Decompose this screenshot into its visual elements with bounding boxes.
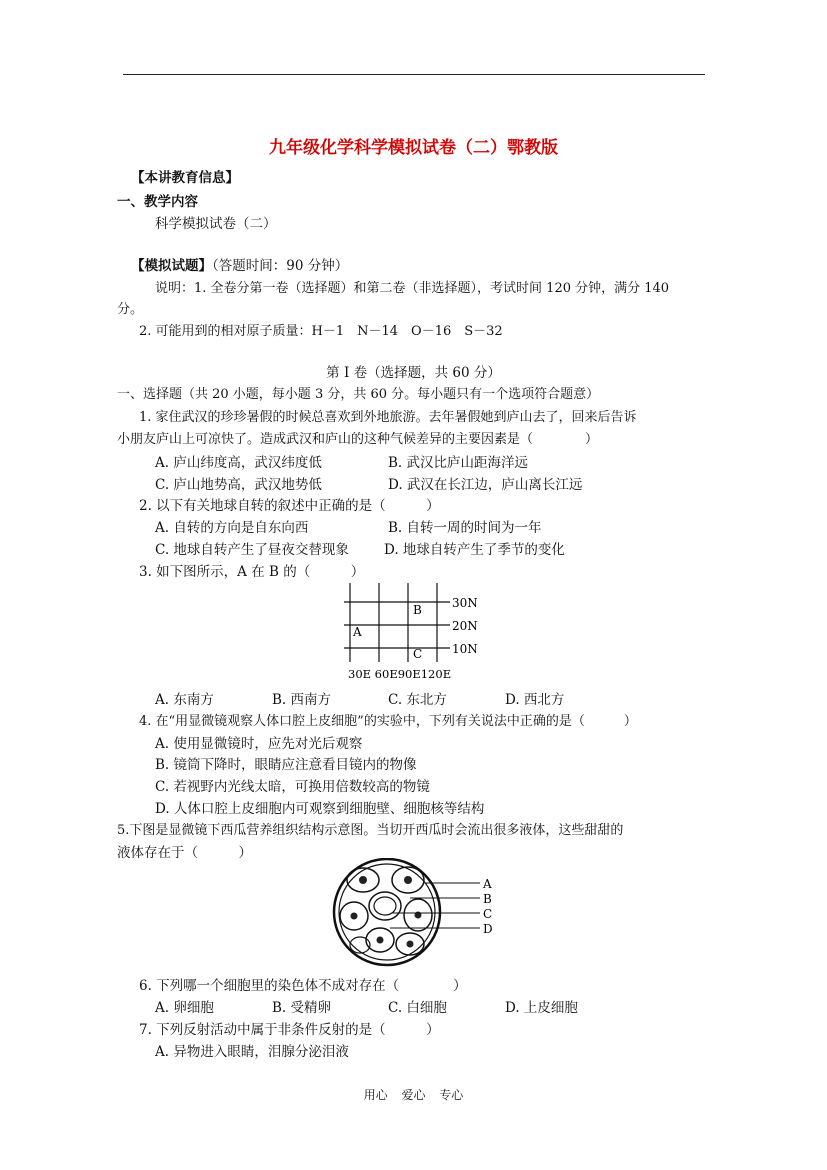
q4-option-c: C. 若视野内光线太暗，可换用倍数较高的物镜 <box>155 779 430 795</box>
q5-line2: 液体存在于（ ） <box>117 845 252 861</box>
lon-labels: 30E 60E90E120E <box>348 667 452 681</box>
mc-heading: 一、选择题（共 20 小题，每小题 3 分，共 60 分。每小题只有一个选项符合题意） <box>117 387 600 402</box>
lat-label-20n: 20N <box>452 619 478 633</box>
q1-option-d: D. 武汉在长江边，庐山离长江远 <box>388 477 583 493</box>
q4-option-b: B. 镜筒下降时，眼睛应注意看目镜内的物像 <box>155 757 417 773</box>
q3-option-c: C. 东北方 <box>388 692 447 708</box>
q2-option-a: A. 自转的方向是自东向西 <box>155 520 309 536</box>
q1-option-c: C. 庐山地势高，武汉地势低 <box>155 477 322 493</box>
q1-line2: 小朋友庐山上可凉快了。造成武汉和庐山的这种气候差异的主要因素是（ ） <box>117 432 599 447</box>
note-line-3: 2. 可能用到的相对原子质量：H－1 N－14 O－16 S－32 <box>139 324 503 339</box>
q3-option-a: A. 东南方 <box>155 692 214 708</box>
lat-label-30n: 30N <box>452 596 478 610</box>
point-a: A <box>353 625 362 639</box>
q1-option-b: B. 武汉比庐山距海洋远 <box>388 455 529 471</box>
q2-option-d: D. 地球自转产生了季节的变化 <box>384 542 565 558</box>
teach-content: 科学模拟试卷（二） <box>155 216 277 232</box>
sim-heading-line <box>131 254 348 274</box>
cell-label-a: A <box>483 877 492 891</box>
q6-option-a: A. 卵细胞 <box>155 1000 214 1016</box>
q7-stem: 7. 下列反射活动中属于非条件反射的是（ ） <box>139 1022 440 1038</box>
q6-option-c: C. 白细胞 <box>388 1000 447 1016</box>
teach-heading: 一、教学内容 <box>117 194 198 210</box>
point-c: C <box>413 647 423 661</box>
sim-time: （答题时间：90 分钟） <box>212 258 349 274</box>
q6-stem: 6. 下列哪一个细胞里的染色体不成对存在（ ） <box>139 978 467 994</box>
q2-option-c: C. 地球自转产生了昼夜交替现象 <box>155 542 349 558</box>
q4-option-a: A. 使用显微镜时，应先对光后观察 <box>155 736 363 752</box>
q1-line1: 1. 家住武汉的珍珍暑假的时候总喜欢到外地旅游。去年暑假她到庐山去了，回来后告诉 <box>139 410 637 425</box>
cell-label-b: B <box>483 892 492 906</box>
page-footer: 用心 爱心 专心 <box>363 1088 464 1102</box>
sim-heading: 【模拟试题】 <box>131 258 212 274</box>
q7-option-a: A. 异物进入眼睛，泪腺分泌泪液 <box>155 1044 349 1060</box>
point-b: B <box>413 603 422 617</box>
q4-option-d: D. 人体口腔上皮细胞内可观察到细胞壁、细胞核等结构 <box>155 801 485 817</box>
header-rule <box>123 74 705 75</box>
q2-stem: 2. 以下有关地球自转的叙述中正确的是（ ） <box>139 498 440 514</box>
lat-label-10n: 10N <box>452 642 478 656</box>
q3-option-d: D. 西北方 <box>505 692 565 708</box>
q5-cell-figure <box>330 858 505 968</box>
q2-option-b: B. 自转一周的时间为一年 <box>388 520 542 536</box>
note-line-1: 说明：1. 全卷分第一卷（选择题）和第二卷（非选择题），考试时间 120 分钟，满分 140 <box>155 281 670 296</box>
q4-stem: 4. 在“用显微镜观察人体口腔上皮细胞”的实验中，下列有关说法中正确的是（ ） <box>139 714 637 729</box>
q3-stem: 3. 如下图所示，A 在 B 的（ ） <box>139 564 365 580</box>
cell-label-d: D <box>483 922 493 936</box>
q3-option-b: B. 西南方 <box>272 692 332 708</box>
q1-option-a: A. 庐山纬度高，武汉纬度低 <box>155 455 322 471</box>
q6-option-d: D. 上皮细胞 <box>505 1000 578 1016</box>
section-info-heading: 【本讲教育信息】 <box>131 170 239 186</box>
q6-option-b: B. 受精卵 <box>272 1000 332 1016</box>
q3-grid-figure <box>340 580 490 682</box>
page-title: 九年级化学科学模拟试卷（二）鄂教版 <box>269 138 558 158</box>
q5-line1: 5.下图是显微镜下西瓜营养组织结构示意图。当切开西瓜时会流出很多液体，这些甜甜的 <box>117 823 624 838</box>
part1-heading: 第 I 卷（选择题，共 60 分） <box>326 365 501 381</box>
note-line-2: 分。 <box>117 302 144 317</box>
cell-label-c: C <box>483 907 493 921</box>
